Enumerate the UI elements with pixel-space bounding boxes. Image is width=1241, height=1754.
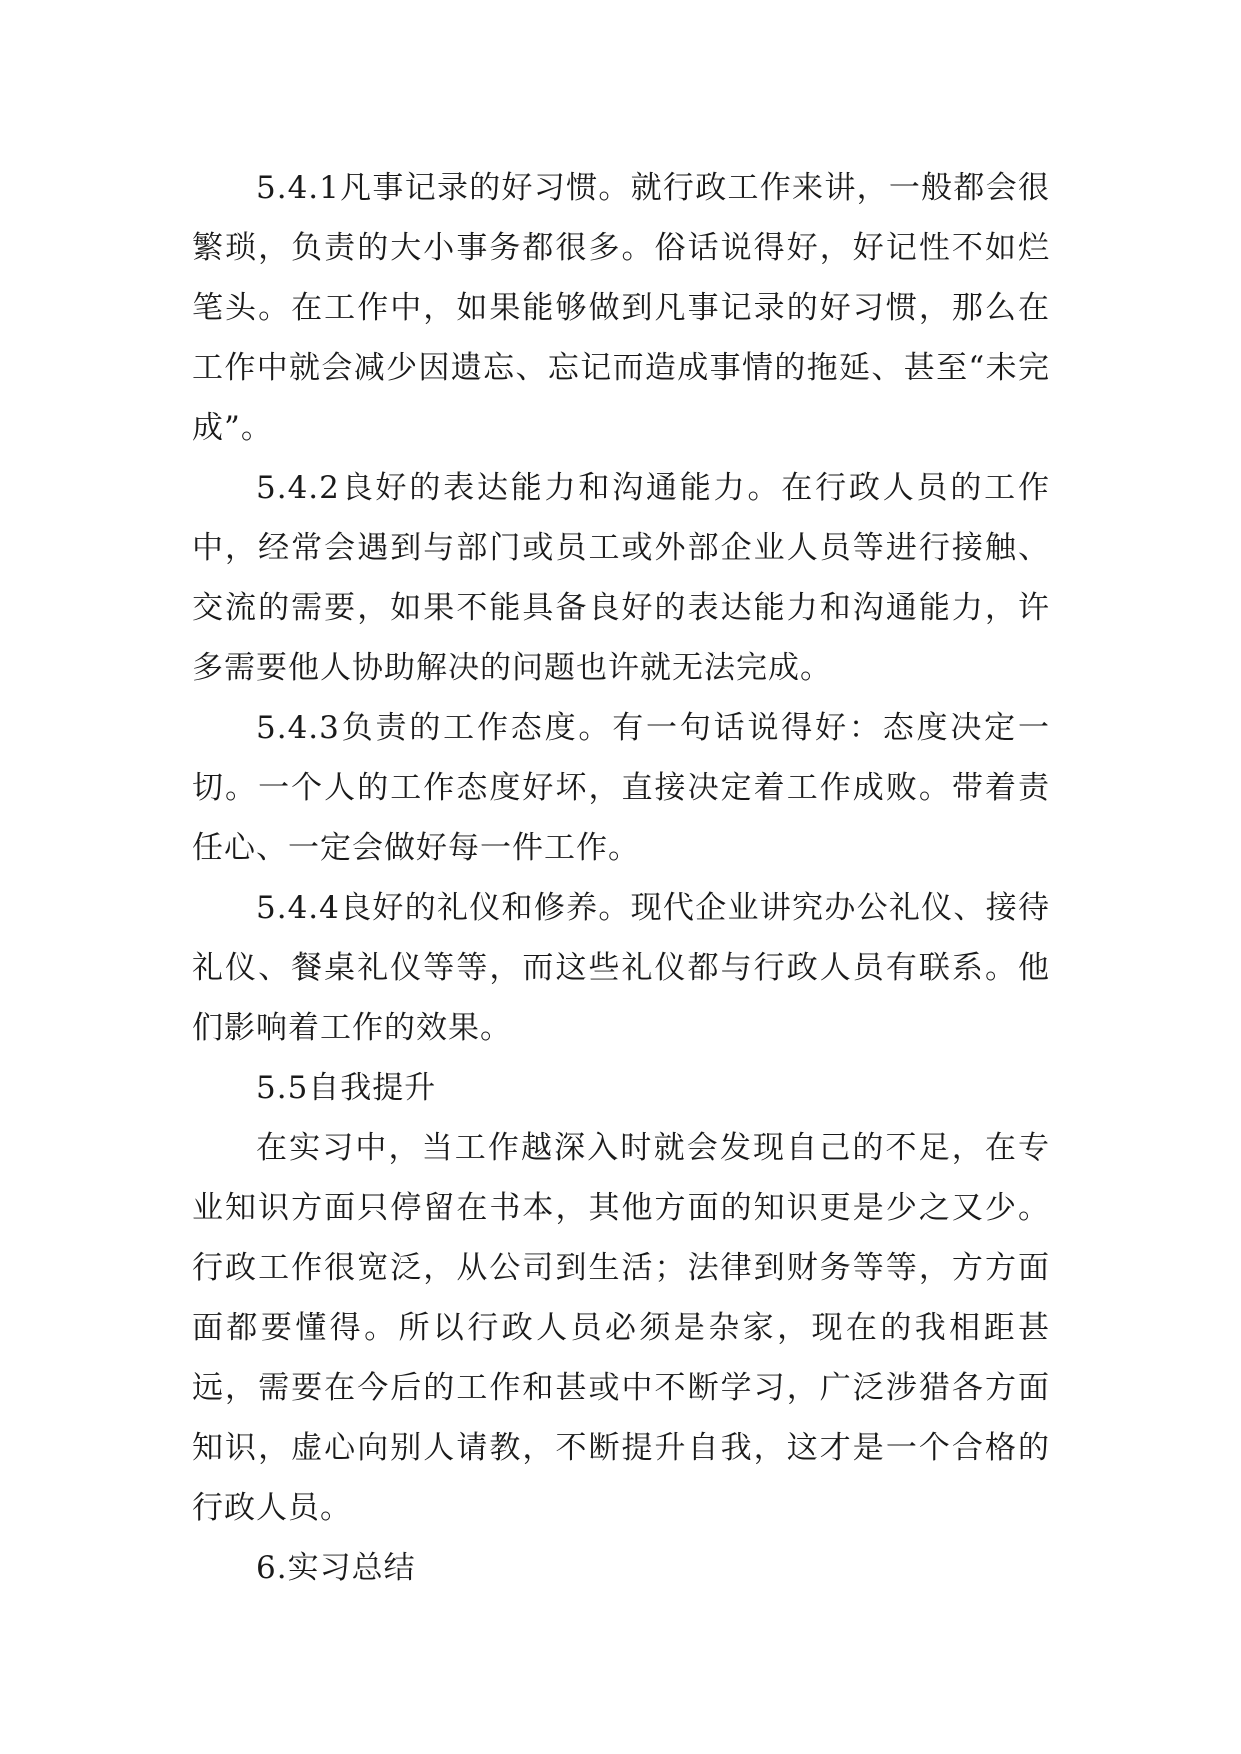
paragraph-5-4-3: 5.4.3负责的工作态度。有一句话说得好：态度决定一切。一个人的工作态度好坏，直接决定着工作成败。带着责任心、一定会做好每一件工作。 [192,710,1050,866]
paragraph-self-improvement: 在实习中，当工作越深入时就会发现自己的不足，在专业知识方面只停留在书本，其他方面的知识更是少之又少。行政工作很宽泛，从公司到生活；法律到财务等等，方方面面都要懂得。所以行政人员必须是杂家，现在的我相距甚远，需要在今后的工作和甚或中不断学习，广泛涉猎各方面知识，虚心向别人请教，不断提升自我，这才是一个合格的行政人员。 [192,1130,1050,1526]
section-heading-5-5: 5.5自我提升 [256,1070,437,1106]
paragraph-5-4-1: 5.4.1凡事记录的好习惯。就行政工作来讲，一般都会很繁琐，负责的大小事务都很多。俗话说得好，好记性不如烂笔头。在工作中，如果能够做到凡事记录的好习惯，那么在工作中就会减少因遗忘、忘记而造成事情的拖延、甚至“未完成”。 [192,170,1050,446]
document-body [192,158,1050,1598]
section-heading-6: 6.实习总结 [256,1550,416,1586]
paragraph-5-4-4: 5.4.4良好的礼仪和修养。现代企业讲究办公礼仪、接待礼仪、餐桌礼仪等等，而这些礼仪都与行政人员有联系。他们影响着工作的效果。 [192,890,1050,1046]
paragraph-5-4-2: 5.4.2良好的表达能力和沟通能力。在行政人员的工作中，经常会遇到与部门或员工或外部企业人员等进行接触、交流的需要，如果不能具备良好的表达能力和沟通能力，许多需要他人协助解决的问题也许就无法完成。 [192,470,1050,686]
